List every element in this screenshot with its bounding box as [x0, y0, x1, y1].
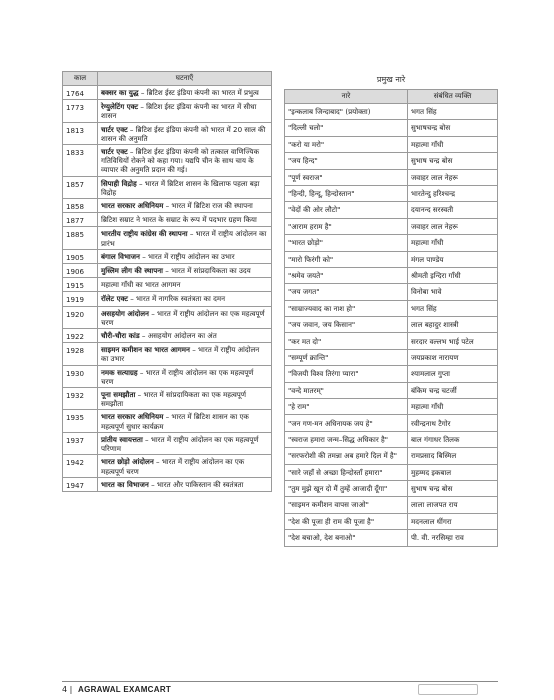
event-year: 1877: [63, 213, 98, 227]
event-description: [98, 199, 272, 213]
table-row: [285, 349, 498, 365]
slogan-text: "देश बचाओ, देश बनाओ": [285, 530, 408, 546]
event-detail: – भारत में सांप्रदायिकता का एक महत्वपूर्ण समझौता: [101, 390, 246, 409]
table-row: [63, 227, 272, 249]
slogan-person: विनोबा भावे: [408, 284, 498, 300]
table-row: [285, 169, 498, 185]
event-title: असहयोग आंदोलन: [101, 308, 149, 318]
event-title: भारत छोड़ो आंदोलन: [101, 457, 154, 467]
event-year: 1932: [63, 388, 98, 410]
event-year: 1906: [63, 264, 98, 278]
history-events-table: [62, 71, 272, 492]
table-row: [285, 513, 498, 529]
event-description: [98, 227, 272, 249]
table-row: [285, 235, 498, 251]
event-year: 1935: [63, 410, 98, 432]
page-number-value: 4: [62, 685, 68, 694]
event-title: चार्टर एक्ट: [101, 147, 128, 157]
event-detail: – भारत में राष्ट्रीय आंदोलन का एक महत्वपूर्ण चरण: [101, 367, 254, 386]
slogan-text: "जन गण-मन अधिनायक जय हे": [285, 415, 408, 431]
table-row: [63, 145, 272, 177]
table-row: [63, 343, 272, 365]
event-description: [98, 455, 272, 477]
slogan-person: सरदार वल्लभ भाई पटेल: [408, 333, 498, 349]
table-row: [285, 448, 498, 464]
table-header-row: [285, 90, 498, 104]
table-row: [63, 86, 272, 100]
table-row: [63, 213, 272, 227]
publisher-logo-icon: [418, 684, 478, 695]
event-title: रेग्युलेटिंग एक्ट: [101, 102, 139, 112]
slogan-person: सुभाषचन्द्र बोस: [408, 120, 498, 136]
event-detail: – भारत और पाकिस्तान की स्वतंत्रता: [148, 479, 244, 489]
table-row: [285, 530, 498, 546]
table-row: [63, 410, 272, 432]
event-year: 1919: [63, 292, 98, 306]
event-title: भारत का विभाजन: [101, 479, 149, 489]
slogan-text: "भारत छोड़ो": [285, 235, 408, 251]
table-row: [63, 176, 272, 198]
slogan-person: महात्मा गाँधी: [408, 235, 498, 251]
event-detail: महात्मा गाँधी का भारत आगमन: [101, 280, 181, 290]
slogan-text: "साइमन कमीशन वापस जाओ": [285, 497, 408, 513]
event-year: 1942: [63, 455, 98, 477]
event-year: 1920: [63, 306, 98, 328]
event-detail: – भारत में सांप्रदायिकता का उदय: [163, 266, 251, 276]
page-number: [62, 685, 72, 694]
slogan-person: भगत सिंह: [408, 104, 498, 120]
table-row: [285, 300, 498, 316]
slogan-person: श्रीमती इन्दिरा गाँधी: [408, 267, 498, 283]
event-year: 1905: [63, 249, 98, 263]
slogans-table: [284, 89, 498, 547]
event-year: 1857: [63, 176, 98, 198]
event-detail: ब्रिटिश सम्राट ने भारत के सम्राट के रूप में पदभार ग्रहण किया: [101, 215, 257, 225]
table-row: [285, 267, 498, 283]
event-detail: – भारत में नागरिक स्वतंत्रता का दमन: [127, 294, 226, 304]
table-row: [285, 415, 498, 431]
event-description: [98, 432, 272, 454]
slogan-header: नारे: [285, 90, 408, 104]
table-row: [63, 249, 272, 263]
event-description: [98, 100, 272, 122]
table-row: [285, 284, 498, 300]
event-detail: – भारत में ब्रिटिश शासन के खिलाफ पहला बड़ा विद्रोह: [101, 178, 260, 197]
event-title: साइमन कमीशन का भारत आगमन: [101, 345, 190, 355]
slogan-text: "स्वराज हमारा जन्म–सिद्ध अधिकार है": [285, 431, 408, 447]
slogan-text: "सारे जहाँ से अच्छा हिन्दोस्ताँ हमारा": [285, 464, 408, 480]
event-title: प्रांतीय स्वायत्तता: [101, 434, 143, 444]
table-row: [285, 202, 498, 218]
event-year: 1858: [63, 199, 98, 213]
event-detail: – भारत में राष्ट्रीय आंदोलन का एक महत्वपूर्ण परिणाम: [101, 434, 259, 454]
event-year: 1773: [63, 100, 98, 122]
slogan-text: "हे राम": [285, 399, 408, 415]
table-row: [285, 333, 498, 349]
slogan-text: "साम्राज्यवाद का नाश हो": [285, 300, 408, 316]
slogan-text: "कर मत दो": [285, 333, 408, 349]
event-title: बंगाल विभाजन: [101, 251, 140, 261]
event-description: [98, 86, 272, 100]
event-description: [98, 278, 272, 292]
event-detail: – ब्रिटिश ईस्ट इंडिया कंपनी का भारत में प्रभुत्व: [138, 88, 259, 97]
slogan-text: "पूर्ण स्वराज": [285, 169, 408, 185]
slogan-person: मंगल पाण्डेय: [408, 251, 498, 267]
slogan-person: भगत सिंह: [408, 300, 498, 316]
table-row: [63, 477, 272, 491]
person-header: संबंधित व्यक्ति: [408, 90, 498, 104]
slogan-person: सुभाष चन्द्र बोस: [408, 153, 498, 169]
slogan-person: श्यामलाल गुप्ता: [408, 366, 498, 382]
event-title: रॉलेट एक्ट: [101, 294, 128, 304]
event-description: [98, 329, 272, 343]
slogan-text: "श्रमेव जयते": [285, 267, 408, 283]
event-detail: – भारत में ब्रिटिश शासन का एक महत्वपूर्ण सुधार कार्यक्रम: [101, 412, 249, 431]
table-row: [285, 104, 498, 120]
event-description: [98, 264, 272, 278]
event-description: [98, 306, 272, 328]
event-year: 1937: [63, 432, 98, 454]
event-year: 1833: [63, 145, 98, 177]
slogan-person: दयानन्द सरस्वती: [408, 202, 498, 218]
event-detail: – भारत में राष्ट्रीय आंदोलन का एक महत्वपूर्ण चरण: [101, 457, 245, 476]
event-year: 1922: [63, 329, 98, 343]
event-detail: – ब्रिटिश ईस्ट इंडिया कंपनी का भारत में सीधा शासन: [101, 102, 257, 121]
slogan-text: "करो या मरो": [285, 136, 408, 152]
event-title: मुस्लिम लीग की स्थापना: [101, 266, 164, 276]
event-description: [98, 213, 272, 227]
slogan-person: रवीन्द्रनाथ टैगोर: [408, 415, 498, 431]
event-title: चार्टर एक्ट: [101, 124, 128, 134]
table-row: [285, 464, 498, 480]
slogan-text: "वन्दे मातरम्": [285, 382, 408, 398]
event-description: [98, 477, 272, 491]
table-row: [63, 264, 272, 278]
slogans-title: प्रमुख नारे: [376, 75, 406, 84]
brand-name: AGRAWAL EXAMCART: [78, 685, 172, 694]
table-row: [285, 366, 498, 382]
slogan-person: मुहम्मद इकबाल: [408, 464, 498, 480]
slogan-person: भारतेन्दु हरिश्चन्द्र: [408, 185, 498, 201]
event-year: 1930: [63, 365, 98, 387]
slogan-text: "जय हिन्द": [285, 153, 408, 169]
slogan-text: "सम्पूर्ण क्रान्ति": [285, 349, 408, 365]
event-detail: – भारत में राष्ट्रीय आंदोलन का उभार: [101, 345, 260, 364]
table-row: [63, 455, 272, 477]
table-row: [63, 199, 272, 213]
event-detail: – भारत में राष्ट्रीय आंदोलन का प्रारंभ: [101, 229, 267, 248]
table-row: [285, 153, 498, 169]
slogan-person: रामप्रसाद बिस्मिल: [408, 448, 498, 464]
event-description: [98, 176, 272, 198]
event-description: [98, 388, 272, 410]
event-description: [98, 122, 272, 144]
slogan-text: "विजयी विश्व तिरंगा प्यारा": [285, 366, 408, 382]
slogan-person: पी. वी. नरसिम्हा राव: [408, 530, 498, 546]
event-detail: – भारत में ब्रिटिश राज की स्थापना: [163, 201, 253, 211]
slogan-text: "जय जवान, जय किसान": [285, 317, 408, 333]
page-footer: [62, 681, 498, 696]
table-row: [285, 382, 498, 398]
slogan-person: जवाहर लाल नेहरू: [408, 218, 498, 234]
table-row: [285, 480, 498, 496]
event-title: पूना समझौता: [101, 390, 136, 400]
slogan-text: "इन्कलाब जिन्दाबाद" (प्रयोक्ता): [285, 104, 408, 120]
slogan-text: "जय जगत": [285, 284, 408, 300]
table-row: [63, 278, 272, 292]
slogan-text: "दिल्ली चलो": [285, 120, 408, 136]
slogan-person: बाल गंगाधर तिलक: [408, 431, 498, 447]
event-description: [98, 365, 272, 387]
slogan-person: महात्मा गाँधी: [408, 399, 498, 415]
event-detail: – भारत में राष्ट्रीय आंदोलन का एक महत्वपूर्ण चरण: [101, 308, 265, 327]
table-row: [285, 497, 498, 513]
table-row: [63, 306, 272, 328]
table-row: [63, 329, 272, 343]
event-title: भारतीय राष्ट्रीय कांग्रेस की स्थापना: [101, 229, 188, 239]
event-header: घटनाएँ: [98, 72, 272, 86]
event-year: 1915: [63, 278, 98, 292]
event-title: नमक सत्याग्रह: [101, 367, 138, 377]
table-row: [63, 365, 272, 387]
table-header-row: [63, 72, 272, 86]
table-row: [285, 120, 498, 136]
slogan-text: "सरफरोशी की तमन्ना अब हमारे दिल में है": [285, 448, 408, 464]
separator: |: [69, 685, 73, 694]
slogan-person: लाल बहादुर शास्त्री: [408, 317, 498, 333]
slogan-text: "मारो फिरंगी को": [285, 251, 408, 267]
table-row: [63, 122, 272, 144]
slogan-person: मदनलाल धींगरा: [408, 513, 498, 529]
event-year: 1947: [63, 477, 98, 491]
event-detail: – ब्रिटिश ईस्ट इंडिया कंपनी को भारत में 20 साल की शासन की अनुमति: [101, 124, 266, 143]
event-year: 1928: [63, 343, 98, 365]
table-row: [285, 399, 498, 415]
slogan-person: लाला लाजपत राय: [408, 497, 498, 513]
table-row: [63, 388, 272, 410]
table-row: [63, 100, 272, 122]
table-row: [63, 292, 272, 306]
table-row: [285, 431, 498, 447]
event-title: सिपाही विद्रोह: [101, 178, 137, 188]
slogan-person: महात्मा गाँधी: [408, 136, 498, 152]
table-row: [63, 432, 272, 454]
table-row: [285, 218, 498, 234]
slogan-person: जयप्रकाश नारायण: [408, 349, 498, 365]
table-row: [285, 185, 498, 201]
event-detail: – ब्रिटिश ईस्ट इंडिया कंपनी को तत्काल वाणिज्यिक गतिविधियों रोकने को कहा गया। यद्यपि चीन के साथ चाय के व्यापार की अनुमति प्रदान की गई।: [101, 147, 260, 175]
table-row: [285, 251, 498, 267]
event-description: [98, 292, 272, 306]
event-title: बक्सर का युद्ध: [101, 88, 139, 97]
slogan-text: "देश की पूजा ही राम की पूजा है": [285, 513, 408, 529]
event-year: 1885: [63, 227, 98, 249]
event-year: 1764: [63, 86, 98, 100]
slogan-text: "हिन्दी, हिन्दू, हिन्दोस्तान": [285, 185, 408, 201]
slogan-person: जवाहर लाल नेहरू: [408, 169, 498, 185]
slogan-text: "तुम मुझे खून दो मैं तुम्हें आजादी दूँगा": [285, 480, 408, 496]
event-description: [98, 410, 272, 432]
history-events-body: [63, 86, 272, 492]
event-description: [98, 343, 272, 365]
event-year: 1813: [63, 122, 98, 144]
event-description: [98, 249, 272, 263]
history-events-table-container: [62, 71, 272, 492]
event-description: [98, 145, 272, 177]
event-title: चौरी-चौरा कांड: [101, 331, 140, 341]
event-title: भारत सरकार अधिनियम: [101, 201, 164, 211]
slogans-table-container: [284, 71, 498, 547]
table-row: [285, 136, 498, 152]
event-detail: – असहयोग आंदोलन का अंत: [139, 331, 217, 341]
table-row: [285, 317, 498, 333]
year-header: काल: [63, 72, 98, 86]
slogan-person: सुभाष चन्द्र बोस: [408, 480, 498, 496]
slogan-person: बंकिम चन्द्र चटर्जी: [408, 382, 498, 398]
event-title: भारत सरकार अधिनियम: [101, 412, 164, 422]
event-detail: – भारत में राष्ट्रीय आंदोलन का उभार: [139, 251, 235, 261]
slogan-text: "आराम हराम है": [285, 218, 408, 234]
slogan-text: "वेदों की ओर लौटो": [285, 202, 408, 218]
slogans-body: [285, 104, 498, 547]
